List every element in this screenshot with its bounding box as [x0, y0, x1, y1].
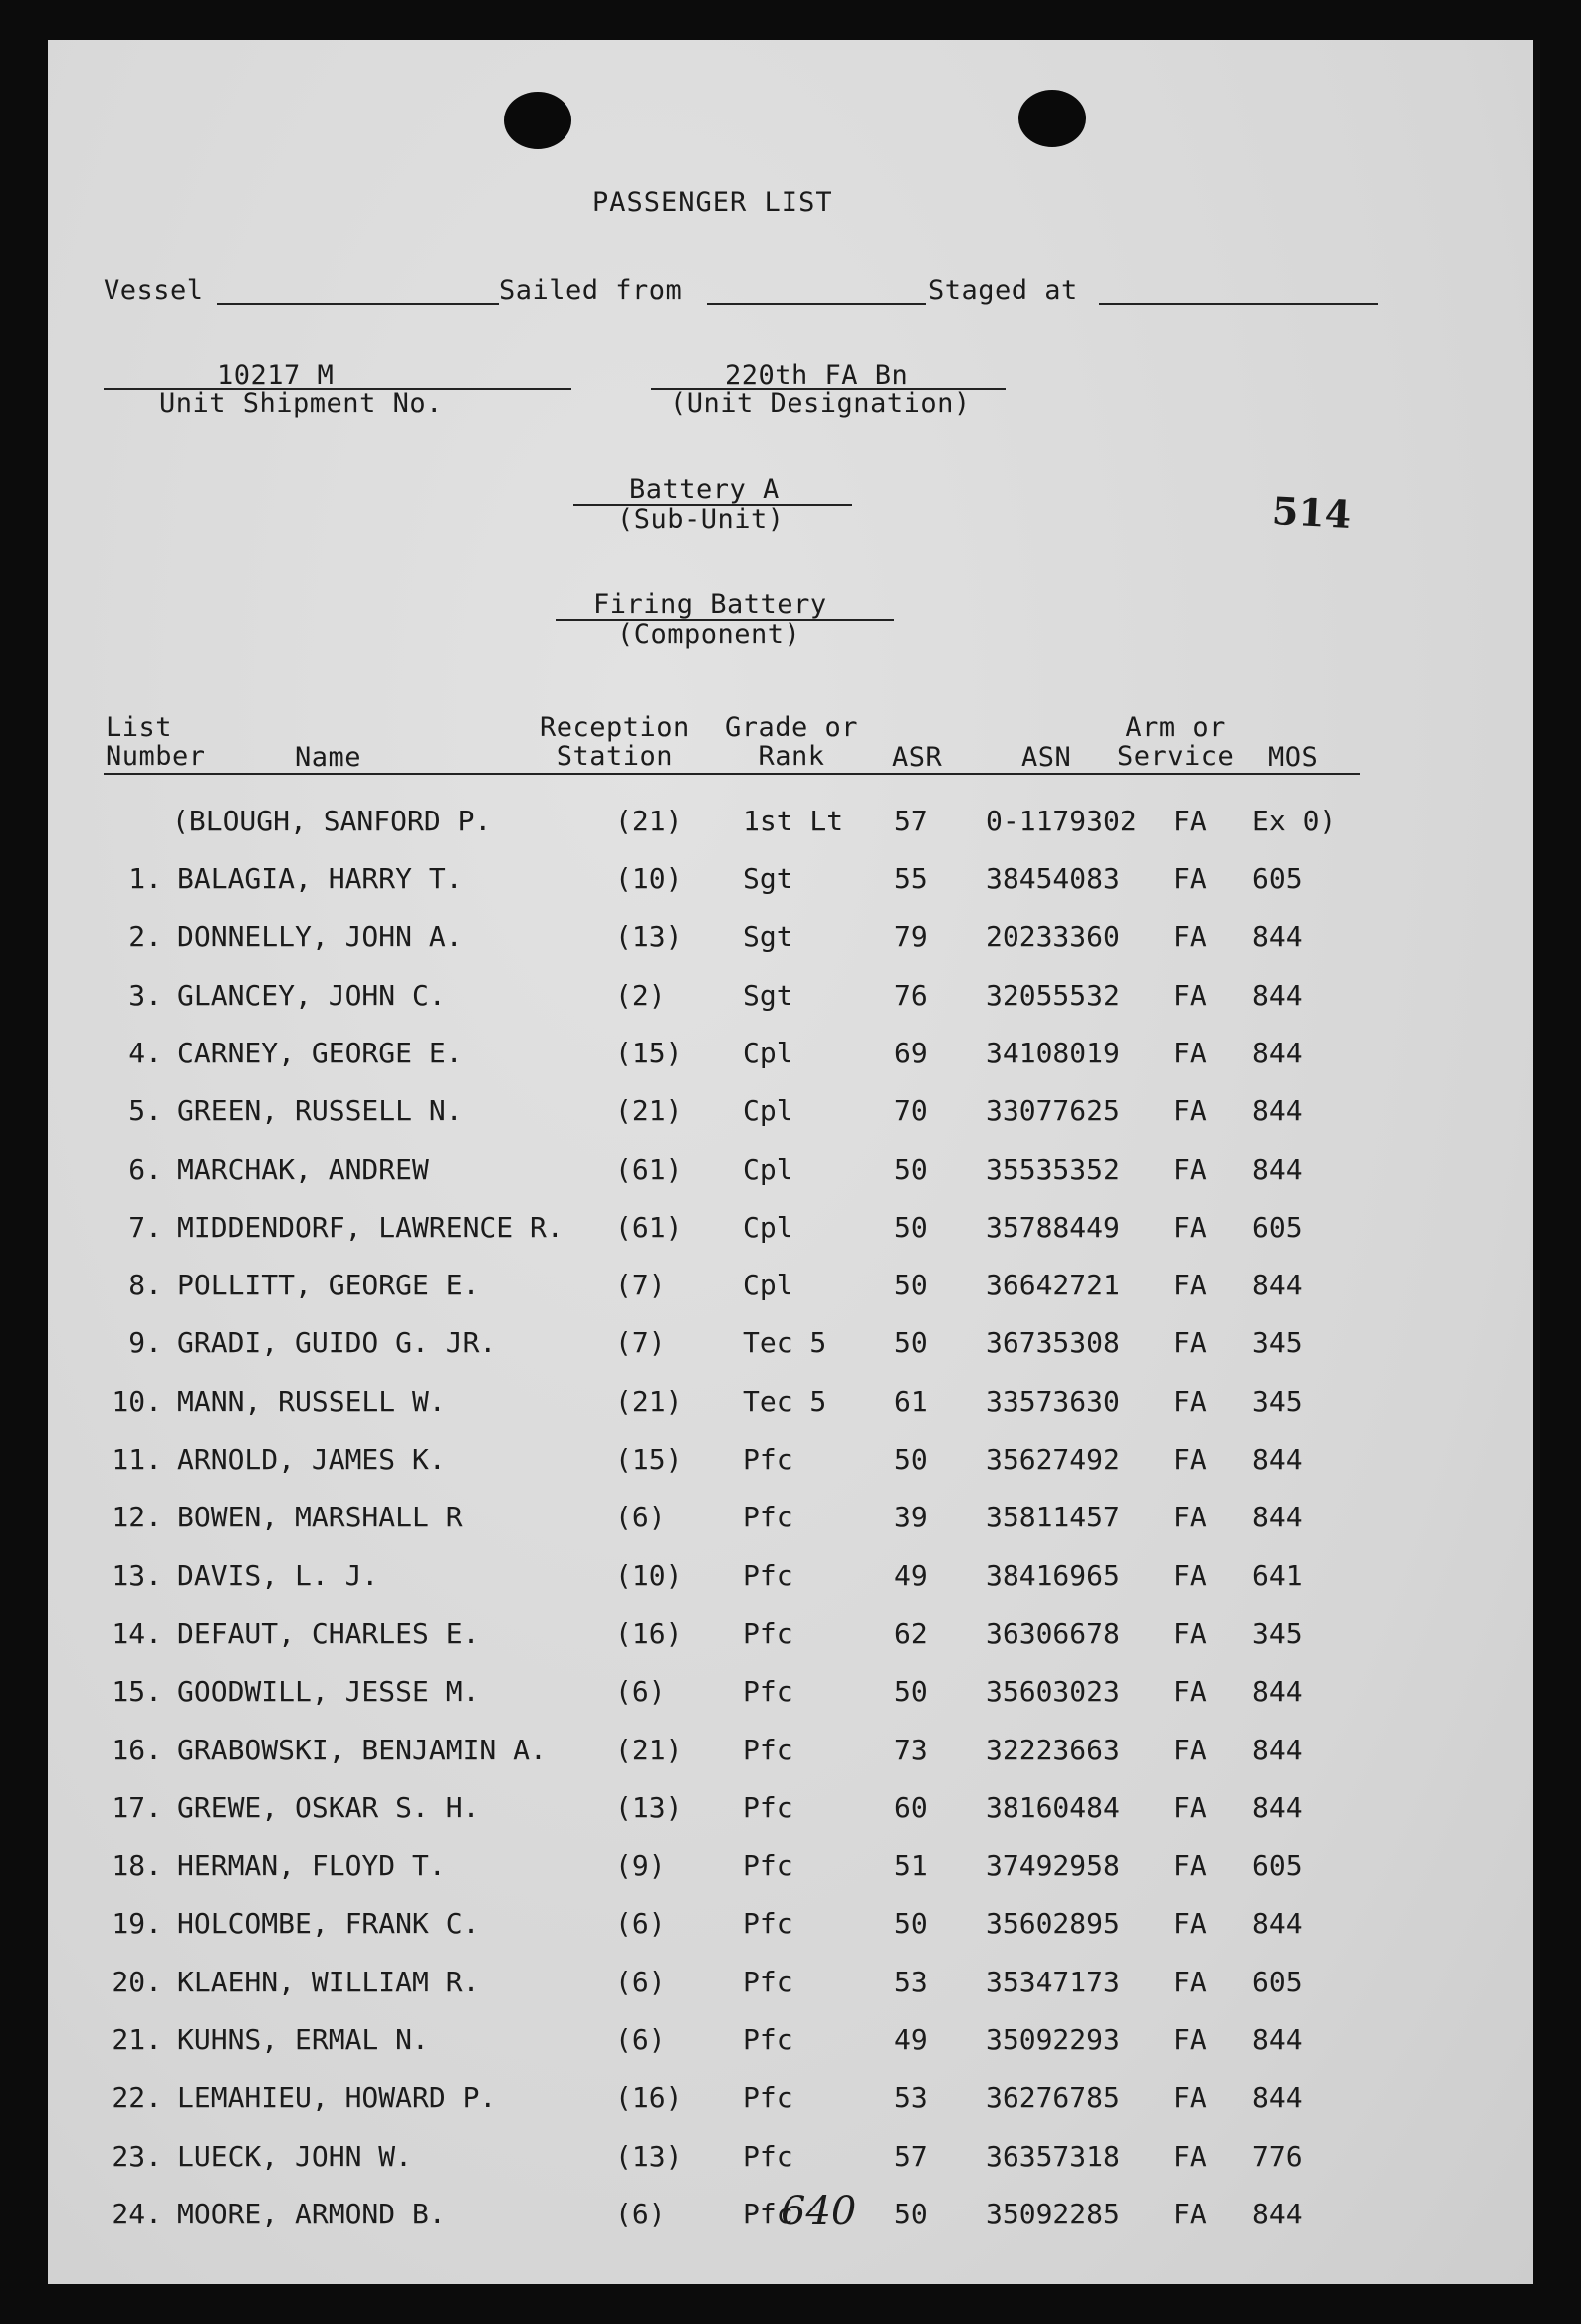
- component-value: Firing Battery: [593, 589, 827, 620]
- cell-station: (6): [615, 2023, 666, 2056]
- cell-list-number: 16.: [112, 1733, 162, 1766]
- cell-mos: 844: [1252, 1501, 1303, 1534]
- cell-name: BALAGIA, HARRY T.: [177, 862, 463, 895]
- cell-list-number: 18.: [112, 1849, 162, 1883]
- cell-list-number: 6.: [128, 1152, 162, 1186]
- col-list-number: List Number: [106, 712, 206, 772]
- cell-arm-service: FA: [1173, 1443, 1207, 1476]
- table-row: [48, 1559, 1533, 1599]
- shipment-no-label: Unit Shipment No.: [159, 388, 443, 419]
- cell-asn: 35788449: [986, 1210, 1120, 1244]
- cell-mos: 605: [1252, 1210, 1303, 1244]
- vessel-blank: [217, 303, 499, 305]
- officer-mos: Ex 0): [1252, 805, 1337, 837]
- col-name: Name: [295, 742, 362, 773]
- shipment-no-value: 10217 M: [217, 360, 335, 391]
- cell-rank: Pfc: [743, 1558, 793, 1592]
- cell-rank: Pfc: [743, 2081, 793, 2115]
- cell-asr: 39: [894, 1501, 928, 1534]
- table-row: [48, 1675, 1533, 1715]
- cell-mos: 844: [1252, 1443, 1303, 1476]
- designation-value: 220th FA Bn: [725, 360, 909, 391]
- cell-arm-service: FA: [1173, 978, 1207, 1012]
- page-title: PASSENGER LIST: [592, 187, 833, 218]
- cell-asr: 79: [894, 920, 928, 954]
- cell-asr: 50: [894, 1443, 928, 1476]
- cell-list-number: 22.: [112, 2081, 162, 2115]
- cell-rank: Pfc: [743, 1443, 793, 1476]
- cell-rank: Pfc: [743, 2023, 793, 2056]
- cell-list-number: 15.: [112, 1675, 162, 1709]
- cell-list-number: 14.: [112, 1616, 162, 1650]
- col-asr: ASR: [892, 742, 943, 773]
- table-row: [48, 1385, 1533, 1425]
- cell-list-number: 10.: [112, 1384, 162, 1418]
- col-mos: MOS: [1268, 742, 1319, 773]
- table-row: [48, 2140, 1533, 2180]
- cell-asr: 50: [894, 1326, 928, 1360]
- cell-asr: 76: [894, 978, 928, 1012]
- staged-at-blank: [1099, 303, 1378, 305]
- cell-name: DONNELLY, JOHN A.: [177, 920, 463, 954]
- cell-name: HERMAN, FLOYD T.: [177, 1849, 446, 1883]
- cell-station: (6): [615, 1675, 666, 1709]
- officer-rank: 1st Lt: [743, 805, 844, 837]
- table-row: [48, 1326, 1533, 1366]
- cell-list-number: 23.: [112, 2139, 162, 2173]
- cell-rank: Pfc: [743, 1733, 793, 1766]
- table-row: [48, 862, 1533, 902]
- cell-rank: Pfc: [743, 2139, 793, 2173]
- cell-rank: Pfc: [743, 1965, 793, 1998]
- cell-name: ARNOLD, JAMES K.: [177, 1443, 446, 1476]
- staged-at-label: Staged at: [928, 275, 1078, 306]
- cell-asr: 50: [894, 1269, 928, 1302]
- table-row: [48, 2081, 1533, 2121]
- cell-station: (6): [615, 2197, 666, 2230]
- cell-arm-service: FA: [1173, 1384, 1207, 1418]
- cell-list-number: 17.: [112, 1790, 162, 1824]
- cell-arm-service: FA: [1173, 1558, 1207, 1592]
- cell-asr: 50: [894, 1907, 928, 1941]
- cell-asr: 49: [894, 2023, 928, 2056]
- cell-station: (16): [615, 2081, 683, 2115]
- cell-mos: 844: [1252, 978, 1303, 1012]
- cell-station: (10): [615, 1558, 683, 1592]
- cell-station: (15): [615, 1443, 683, 1476]
- table-row: [48, 1153, 1533, 1193]
- cell-asr: 49: [894, 1558, 928, 1592]
- cell-asr: 60: [894, 1790, 928, 1824]
- cell-rank: Tec 5: [743, 1326, 827, 1360]
- cell-list-number: 21.: [112, 2023, 162, 2056]
- cell-mos: 345: [1252, 1616, 1303, 1650]
- vessel-label: Vessel: [104, 275, 204, 306]
- cell-asn: 38416965: [986, 1558, 1120, 1592]
- cell-arm-service: FA: [1173, 1501, 1207, 1534]
- cell-arm-service: FA: [1173, 1152, 1207, 1186]
- table-row: [48, 1211, 1533, 1251]
- table-row: [48, 1037, 1533, 1076]
- table-row: [48, 1734, 1533, 1773]
- punch-hole-left: [504, 92, 571, 149]
- cell-rank: Tec 5: [743, 1384, 827, 1418]
- table-row: [48, 1966, 1533, 2005]
- cell-arm-service: FA: [1173, 1907, 1207, 1941]
- cell-asr: 61: [894, 1384, 928, 1418]
- cell-arm-service: FA: [1173, 1675, 1207, 1709]
- cell-asn: 35811457: [986, 1501, 1120, 1534]
- cell-station: (61): [615, 1210, 683, 1244]
- cell-list-number: 9.: [128, 1326, 162, 1360]
- cell-station: (21): [615, 1384, 683, 1418]
- cell-asn: 32055532: [986, 978, 1120, 1012]
- table-row: [48, 1907, 1533, 1947]
- cell-list-number: 12.: [112, 1501, 162, 1534]
- punch-hole-right: [1018, 90, 1086, 147]
- cell-name: CARNEY, GEORGE E.: [177, 1036, 463, 1069]
- cell-station: (21): [615, 1733, 683, 1766]
- cell-asr: 57: [894, 2139, 928, 2173]
- cell-asn: 35627492: [986, 1443, 1120, 1476]
- cell-mos: 844: [1252, 2023, 1303, 2056]
- cell-asn: 32223663: [986, 1733, 1120, 1766]
- cell-mos: 844: [1252, 1036, 1303, 1069]
- cell-name: GREEN, RUSSELL N.: [177, 1094, 463, 1128]
- cell-name: GLANCEY, JOHN C.: [177, 978, 446, 1012]
- cell-asr: 62: [894, 1616, 928, 1650]
- cell-rank: Pfc: [743, 1675, 793, 1709]
- cell-asn: 36735308: [986, 1326, 1120, 1360]
- cell-list-number: 8.: [128, 1269, 162, 1302]
- cell-station: (7): [615, 1269, 666, 1302]
- cell-asn: 35602895: [986, 1907, 1120, 1941]
- cell-mos: 844: [1252, 1790, 1303, 1824]
- cell-name: DAVIS, L. J.: [177, 1558, 379, 1592]
- cell-station: (6): [615, 1907, 666, 1941]
- cell-asn: 36306678: [986, 1616, 1120, 1650]
- cell-station: (13): [615, 920, 683, 954]
- cell-rank: Pfc: [743, 2197, 793, 2230]
- cell-mos: 844: [1252, 2197, 1303, 2230]
- cell-asn: 20233360: [986, 920, 1120, 954]
- cell-station: (10): [615, 862, 683, 895]
- cell-mos: 844: [1252, 1907, 1303, 1941]
- subunit-label: (Sub-Unit): [617, 504, 785, 535]
- cell-station: (2): [615, 978, 666, 1012]
- table-row: [48, 1269, 1533, 1308]
- cell-mos: 345: [1252, 1384, 1303, 1418]
- cell-arm-service: FA: [1173, 862, 1207, 895]
- subunit-value: Battery A: [629, 474, 780, 505]
- cell-name: MIDDENDORF, LAWRENCE R.: [177, 1210, 564, 1244]
- cell-asn: 35603023: [986, 1675, 1120, 1709]
- designation-label: (Unit Designation): [670, 388, 971, 419]
- cell-station: (13): [615, 2139, 683, 2173]
- cell-name: MARCHAK, ANDREW: [177, 1152, 429, 1186]
- cell-name: LEMAHIEU, HOWARD P.: [177, 2081, 497, 2115]
- cell-asn: 35535352: [986, 1152, 1120, 1186]
- table-row: [48, 1617, 1533, 1657]
- cell-asr: 50: [894, 1675, 928, 1709]
- table-row: [48, 1443, 1533, 1483]
- cell-asn: 33573630: [986, 1384, 1120, 1418]
- sailed-from-blank: [707, 303, 926, 305]
- cell-asn: 38160484: [986, 1790, 1120, 1824]
- cell-arm-service: FA: [1173, 920, 1207, 954]
- cell-list-number: 4.: [128, 1036, 162, 1069]
- cell-list-number: 20.: [112, 1965, 162, 1998]
- cell-rank: Cpl: [743, 1152, 793, 1186]
- cell-arm-service: FA: [1173, 1616, 1207, 1650]
- cell-name: DEFAUT, CHARLES E.: [177, 1616, 480, 1650]
- cell-name: BOWEN, MARSHALL R: [177, 1501, 463, 1534]
- cell-asn: 36276785: [986, 2081, 1120, 2115]
- cell-list-number: 1.: [128, 862, 162, 895]
- cell-asr: 70: [894, 1094, 928, 1128]
- cell-mos: 345: [1252, 1326, 1303, 1360]
- cell-mos: 605: [1252, 1965, 1303, 1998]
- cell-asn: 38454083: [986, 862, 1120, 895]
- cell-mos: 605: [1252, 862, 1303, 895]
- cell-name: GOODWILL, JESSE M.: [177, 1675, 480, 1709]
- cell-arm-service: FA: [1173, 1790, 1207, 1824]
- cell-list-number: 3.: [128, 978, 162, 1012]
- table-row: [48, 1501, 1533, 1540]
- cell-arm-service: FA: [1173, 1269, 1207, 1302]
- cell-rank: Cpl: [743, 1094, 793, 1128]
- col-asn: ASN: [1021, 742, 1072, 773]
- cell-list-number: 13.: [112, 1558, 162, 1592]
- officer-station: (21): [615, 805, 683, 837]
- cell-name: MANN, RUSSELL W.: [177, 1384, 446, 1418]
- handwritten-mark: 640: [781, 2189, 857, 2234]
- cell-name: MOORE, ARMOND B.: [177, 2197, 446, 2230]
- cell-list-number: 2.: [128, 920, 162, 954]
- header-rule: [104, 773, 1360, 775]
- sailed-from-label: Sailed from: [499, 275, 683, 306]
- cell-name: POLLITT, GEORGE E.: [177, 1269, 480, 1302]
- cell-mos: 844: [1252, 920, 1303, 954]
- cell-asr: 50: [894, 2197, 928, 2230]
- cell-list-number: 24.: [112, 2197, 162, 2230]
- officer-asr: 57: [894, 805, 928, 837]
- cell-asr: 51: [894, 1849, 928, 1883]
- cell-asr: 50: [894, 1210, 928, 1244]
- cell-station: (61): [615, 1152, 683, 1186]
- cell-arm-service: FA: [1173, 1210, 1207, 1244]
- cell-asn: 35092285: [986, 2197, 1120, 2230]
- cell-asr: 53: [894, 2081, 928, 2115]
- cell-station: (21): [615, 1094, 683, 1128]
- table-row: [48, 1094, 1533, 1134]
- cell-mos: 844: [1252, 1152, 1303, 1186]
- table-row: [48, 920, 1533, 960]
- cell-asn: 35347173: [986, 1965, 1120, 1998]
- cell-asn: 33077625: [986, 1094, 1120, 1128]
- cell-mos: 844: [1252, 1094, 1303, 1128]
- cell-arm-service: FA: [1173, 2197, 1207, 2230]
- cell-name: GRABOWSKI, BENJAMIN A.: [177, 1733, 547, 1766]
- cell-list-number: 5.: [128, 1094, 162, 1128]
- cell-mos: 844: [1252, 2081, 1303, 2115]
- col-reception-station: Reception Station: [540, 712, 690, 772]
- cell-name: GREWE, OSKAR S. H.: [177, 1790, 480, 1824]
- cell-name: LUECK, JOHN W.: [177, 2139, 413, 2173]
- col-arm-service: Arm or Service: [1117, 712, 1235, 772]
- cell-arm-service: FA: [1173, 1036, 1207, 1069]
- table-row: [48, 979, 1533, 1019]
- page-number-mark: 514: [1270, 487, 1353, 538]
- cell-asn: 37492958: [986, 1849, 1120, 1883]
- cell-asn: 35092293: [986, 2023, 1120, 2056]
- cell-station: (6): [615, 1965, 666, 1998]
- cell-rank: Cpl: [743, 1269, 793, 1302]
- cell-asr: 53: [894, 1965, 928, 1998]
- col-grade-rank: Grade or Rank: [725, 712, 859, 772]
- cell-rank: Cpl: [743, 1210, 793, 1244]
- cell-arm-service: FA: [1173, 1094, 1207, 1128]
- cell-mos: 605: [1252, 1849, 1303, 1883]
- document-sheet: [48, 40, 1533, 2284]
- cell-asr: 73: [894, 1733, 928, 1766]
- officer-name: (BLOUGH, SANFORD P.: [172, 805, 492, 837]
- officer-asn: 0-1179302: [986, 805, 1137, 837]
- cell-rank: Sgt: [743, 920, 793, 954]
- cell-list-number: 11.: [112, 1443, 162, 1476]
- cell-station: (7): [615, 1326, 666, 1360]
- table-row: [48, 2023, 1533, 2063]
- cell-mos: 844: [1252, 1675, 1303, 1709]
- cell-rank: Pfc: [743, 1907, 793, 1941]
- cell-rank: Cpl: [743, 1036, 793, 1069]
- cell-arm-service: FA: [1173, 2023, 1207, 2056]
- cell-name: KLAEHN, WILLIAM R.: [177, 1965, 480, 1998]
- officer-arm: FA: [1173, 805, 1207, 837]
- cell-rank: Sgt: [743, 978, 793, 1012]
- cell-list-number: 19.: [112, 1907, 162, 1941]
- cell-asr: 69: [894, 1036, 928, 1069]
- table-row: [48, 1849, 1533, 1889]
- cell-mos: 776: [1252, 2139, 1303, 2173]
- cell-mos: 641: [1252, 1558, 1303, 1592]
- cell-station: (13): [615, 1790, 683, 1824]
- cell-rank: Pfc: [743, 1501, 793, 1534]
- cell-asn: 36642721: [986, 1269, 1120, 1302]
- cell-name: GRADI, GUIDO G. JR.: [177, 1326, 497, 1360]
- cell-list-number: 7.: [128, 1210, 162, 1244]
- cell-rank: Pfc: [743, 1616, 793, 1650]
- cell-arm-service: FA: [1173, 1326, 1207, 1360]
- cell-asn: 36357318: [986, 2139, 1120, 2173]
- cell-asn: 34108019: [986, 1036, 1120, 1069]
- cell-arm-service: FA: [1173, 1849, 1207, 1883]
- cell-arm-service: FA: [1173, 2139, 1207, 2173]
- cell-asr: 55: [894, 862, 928, 895]
- cell-arm-service: FA: [1173, 2081, 1207, 2115]
- cell-station: (9): [615, 1849, 666, 1883]
- cell-station: (16): [615, 1616, 683, 1650]
- cell-station: (6): [615, 1501, 666, 1534]
- cell-arm-service: FA: [1173, 1965, 1207, 1998]
- officer-row: [48, 805, 1533, 844]
- cell-mos: 844: [1252, 1269, 1303, 1302]
- cell-arm-service: FA: [1173, 1733, 1207, 1766]
- cell-asr: 50: [894, 1152, 928, 1186]
- component-label: (Component): [617, 619, 801, 650]
- cell-mos: 844: [1252, 1733, 1303, 1766]
- cell-rank: Pfc: [743, 1790, 793, 1824]
- cell-rank: Sgt: [743, 862, 793, 895]
- cell-name: HOLCOMBE, FRANK C.: [177, 1907, 480, 1941]
- cell-name: KUHNS, ERMAL N.: [177, 2023, 429, 2056]
- cell-rank: Pfc: [743, 1849, 793, 1883]
- table-row: [48, 1791, 1533, 1831]
- cell-station: (15): [615, 1036, 683, 1069]
